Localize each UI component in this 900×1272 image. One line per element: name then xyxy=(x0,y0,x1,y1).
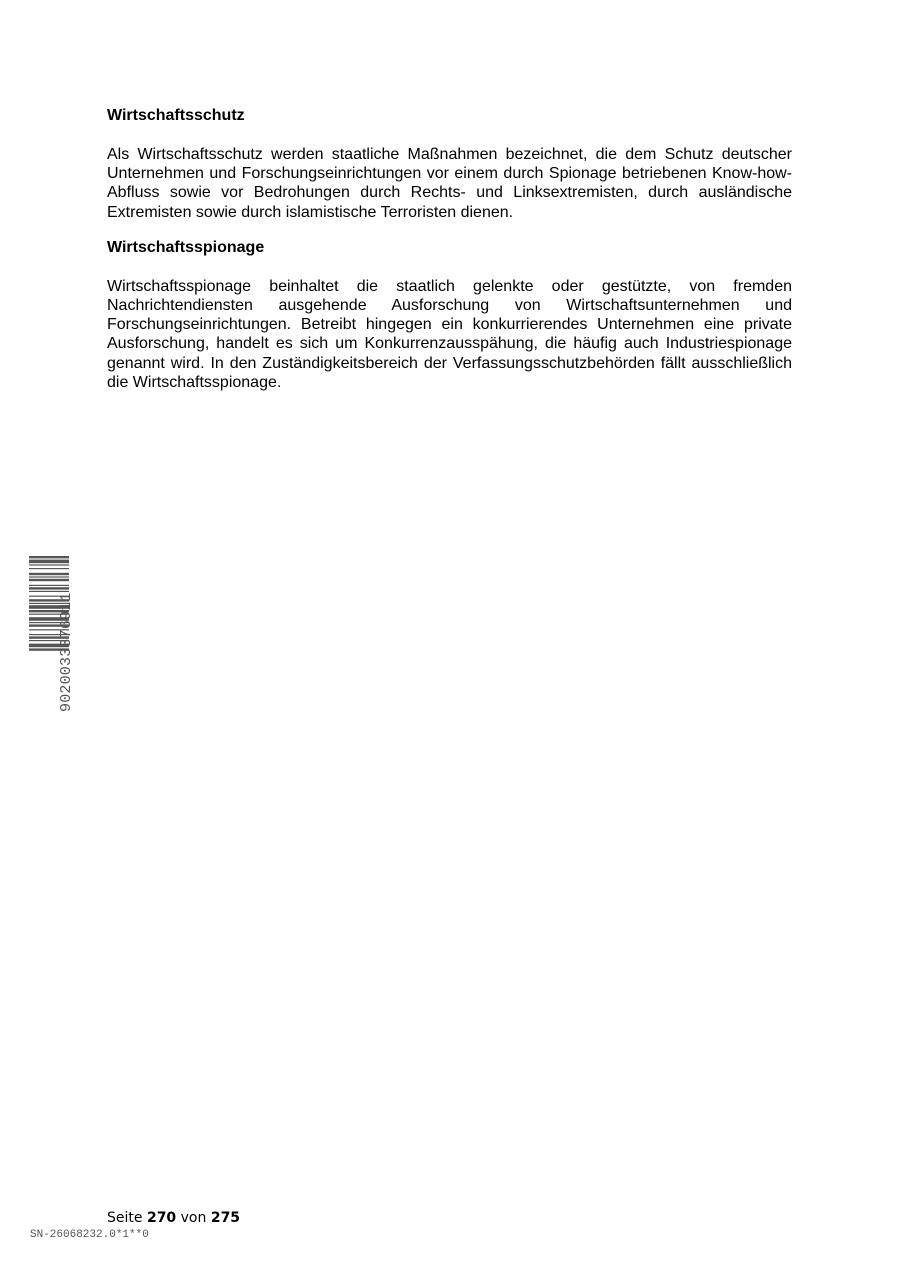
barcode-number: 9020033376911 xyxy=(58,592,75,712)
page-current: 270 xyxy=(146,1210,177,1226)
barcode-bar xyxy=(29,573,69,575)
barcode-bar xyxy=(29,576,69,577)
barcode-bar xyxy=(29,556,69,558)
section-paragraph-wirtschaftsschutz: Als Wirtschaftsschutz werden staatliche Maßnahmen bezeichnet, die dem Schutz deutscher Unternehmen und Forschungseinrichtungen vor einem durch Spionage betriebenen Know-how-Abfluss sowie vor Bedrohungen durch Rechts- und Linksextremisten, durch ausländische Extremisten sowie durch islamistische Terroristen dienen. xyxy=(107,146,792,221)
page-number xyxy=(107,1210,240,1226)
page-total: 275 xyxy=(210,1210,241,1226)
section-paragraph-wirtschaftsspionage: Wirtschaftsspionage beinhaltet die staatlich gelenkte oder gestützte, von fremden Nachrichtendiensten ausgehende Ausforschung von Wirtschaftsunternehmen und Forschungseinrichtungen. Betreibt hingegen ein konkurrierendes Unternehmen eine private Ausforschung, handelt es sich um Konkurrenzausspähung, die häufig auch Industriespionage genannt wird. In den Zuständigkeitsbereich der Verfassungsschutzbehörden fällt ausschließlich die Wirtschaftsspionage. xyxy=(107,277,792,391)
page-separator: von xyxy=(180,1210,207,1226)
barcode-bar xyxy=(29,568,69,569)
barcode-bar xyxy=(29,564,69,565)
barcode-bar xyxy=(29,585,69,586)
section-heading-wirtschaftsschutz: Wirtschaftsschutz xyxy=(107,107,245,124)
barcode-bar xyxy=(29,587,69,589)
page-prefix: Seite xyxy=(107,1210,143,1226)
document-code: SN-26068232.0*1**0 xyxy=(30,1229,149,1241)
document-body xyxy=(107,106,792,392)
section-heading-wirtschaftsspionage: Wirtschaftsspionage xyxy=(107,238,265,256)
barcode-bar xyxy=(29,579,69,581)
barcode-bar xyxy=(29,560,69,564)
